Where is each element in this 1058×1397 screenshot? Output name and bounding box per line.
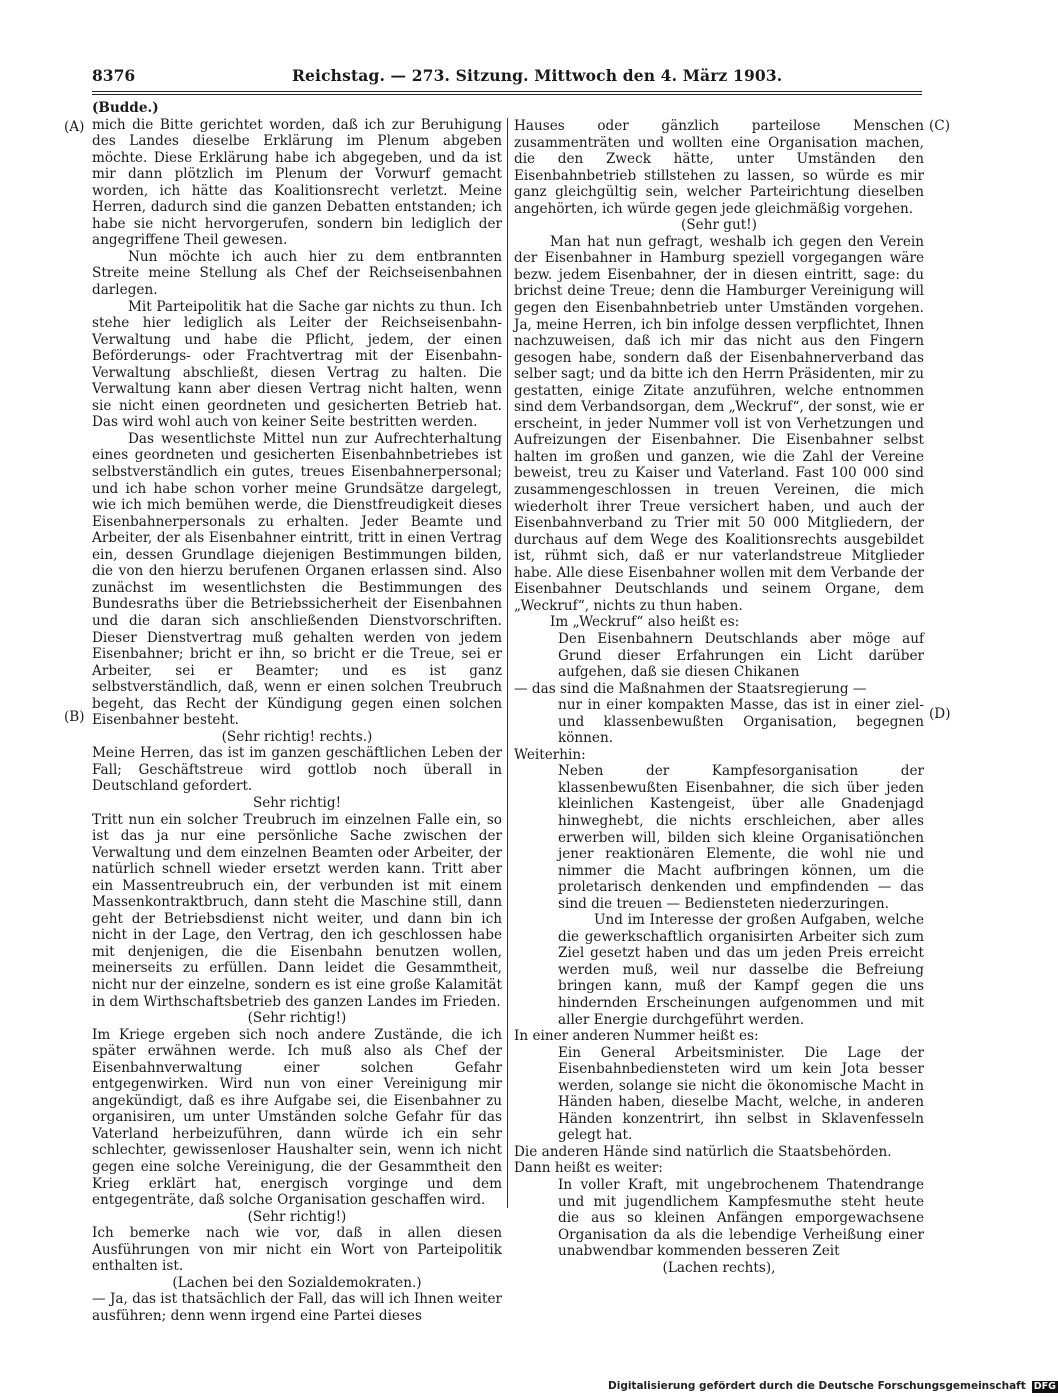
margin-mark-d: (D)	[929, 706, 951, 722]
speaker-name: (Budde.)	[92, 100, 159, 116]
paragraph: — das sind die Maßnahmen der Staatsregierung —	[514, 680, 867, 697]
paragraph: — Ja, das ist thatsächlich der Fall, das will ich Ihnen weiter ausführen; denn wenn irgend eine Partei dieses	[92, 1291, 502, 1324]
quotation: Ein General Arbeitsminister. Die Lage der Eisenbahnbediensteten wird um kein Jota besser werden, solange sie nicht die ökonomische Macht in Händen haben, dieselbe Macht, welche, in anderen Händen konzentrirt, ihn selbst in Sklavenfesseln gelegt hat.	[558, 1044, 924, 1144]
paragraph: Hauses oder gänzlich parteilose Menschen zusammenträten und wollten eine Organisation machen, die den Zweck hätte, unter Umständen den Eisenbahnbetrieb stillstehen zu lassen, so würde es mir ganz gleichgültig sein, welcher Parteirichtung dieselben angehörten, ich würde gegen jede gleichmäßig vorgehen.	[514, 118, 924, 217]
interjection: (Lachen bei den Sozialdemokraten.)	[172, 1274, 422, 1291]
digitization-credit	[608, 1380, 1056, 1394]
interjection: Sehr richtig!	[252, 794, 342, 811]
paragraph: Tritt nun ein solcher Treubruch im einzelnen Falle ein, so ist das ja nur eine persönliche Sache zwischen der Verwaltung und dem einzelnen Beamten oder Arbeiter, der natürlich schnell wieder ersetzt werden kann. Tritt aber ein Massentreubruch ein, der verbunden ist mit einem Massenkontraktbruch, dann steht die Maschine still, dann geht der Betriebsdienst nicht weiter, und dann bin ich nicht in der Lage, den Vertrag, den ich geschlossen habe mit denjenigen, die die Eisenbahn benutzen wollen, meinerseits zu erfüllen. Dann leidet die Gesammtheit, nicht nur der einzelne, sondern es ist eine große Kalamität in dem Wirthschaftsbetrieb des ganzen Landes im Frieden.	[92, 811, 502, 1010]
quotation: In voller Kraft, mit ungebrochenem Thatendrange und mit jugendlichem Kampfesmuthe steht heute die aus so kleinen Anfängen emporgewachsene Organisation da als die lebendige Verheißung einer unabwendbar kommenden besseren Zeit	[558, 1177, 924, 1260]
quotation: nur in einer kompakten Masse, das ist in einer ziel- und klassenbewußten Organisation, begegnen können.	[558, 697, 924, 747]
interjection: (Lachen rechts),	[662, 1259, 776, 1276]
interjection: (Sehr gut!)	[681, 217, 757, 234]
paragraph: Nun möchte ich auch hier zu dem entbrannten Streite meine Stellung als Chef der Reichseisenbahnen darlegen.	[92, 248, 502, 299]
page-header	[92, 66, 922, 90]
running-title: Reichstag. — 273. Sitzung. Mittwoch den 4. März 1903.	[292, 66, 783, 85]
paragraph: Weiterhin:	[514, 746, 586, 763]
margin-mark-a: (A)	[64, 119, 85, 135]
paragraph: Im „Weckruf“ also heißt es:	[550, 614, 740, 631]
interjection: (Sehr richtig!)	[247, 1208, 347, 1225]
interjection: (Sehr richtig! rechts.)	[221, 728, 373, 745]
quotation: Und im Interesse der großen Aufgaben, welche die gewerkschaftlich organisirten Arbeiter sich zum Ziel gesetzt haben und das um jeden Preis erreicht werden muß, weil nur dasselbe die Befreiung bringen kann, muß der Kampf gegen die uns hindernden Erscheinungen aufgenommen und mit aller Energie durchgeführt werden.	[558, 912, 924, 1028]
paragraph: Das wesentlichste Mittel nun zur Aufrechterhaltung eines geordneten und gesicherten Eisenbahnbetriebes ist selbstverständlich ein gutes, treues Eisenbahnerpersonal; und ich habe schon vorher meine Grundsätze dargelegt, wie ich mich bemühen werde, die Dienstfreudigkeit dieses Eisenbahnerpersonals zu erhalten. Jeder Beamte und Arbeiter, der als Eisenbahner eintritt, tritt in einen Vertrag ein, dessen Grundlage diejenigen Bestimmungen bilden, die von den hierzu berufenen Organen erlassen sind. Also zunächst im wesentlichsten die Bestimmungen des Bundesraths über die Betriebssicherheit der Eisenbahnen und die daran sich anschließenden Dienstvorschriften. Dieser Dienstvertrag muß gehalten werden von jedem Eisenbahner; bricht er ihn, so bricht er die Treue, sei er Arbeiter, sei er Beamter; und es ist ganz selbstverständlich, daß, wenn er einen solchen Treubruch begeht, das Recht der Kündigung gegen einen solchen Eisenbahner besteht.	[92, 430, 502, 729]
paragraph: Mit Parteipolitik hat die Sache gar nichts zu thun. Ich stehe hier lediglich als Leiter der Reichseisenbahn-Verwaltung und habe die Pflicht, jedem, der einen Beförderungs- oder Frachtvertrag mit der Eisenbahn-Verwaltung abschließt, diesen Vertrag zu halten. Die Verwaltung kann aber diesen Vertrag nicht halten, wenn sie nicht einen geordneten und gesicherten Betrieb hat. Das wird wohl auch von keiner Seite bestritten werden.	[92, 298, 502, 431]
left-column	[92, 100, 502, 1324]
paragraph: mich die Bitte gerichtet worden, daß ich zur Beruhigung des Landes dieselbe Erklärung im Plenum abgeben möchte. Diese Erklärung habe ich abgegeben, und da ist mir dann plötzlich im Plenum der Vorwurf gemacht worden, ich hätte das Koalitionsrecht verletzt. Meine Herren, dadurch sind die ganzen Debatten entstanden; ich habe sie nicht hervorgerufen, sondern bin lediglich der angegriffene Theil gewesen.	[92, 116, 502, 249]
header-rule-bottom	[92, 94, 922, 95]
paragraph: Im Kriege ergeben sich noch andere Zustände, die ich später erwähnen werde. Ich muß also als Chef der Eisenbahnverwaltung einer solchen Gefahr entgegenwirken. Wird nun von einer Vereinigung mir angekündigt, daß es ihre Aufgabe sei, die Eisenbahner zu organisiren, um unter Umständen solche Gefahr für das Vaterland herbeizuführen, dann würde ich ein sehr schlechter, gewissenloser Haushalter sein, wenn ich nicht gegen eine solche Vereinigung, die der Gesammtheit den Krieg erklärt hat, energisch vorginge und dem entgegenträte, daß solche Organisation geschaffen wird.	[92, 1026, 502, 1209]
quotation: Neben der Kampfesorganisation der klassenbewußten Eisenbahner, die sich über jeden kleinlichen Kastengeist, über alle Gnadenjagd hinweghebt, die nichts erschleichen, aber alles erwerben will, bilden sich kleine Organisatiönchen jener reaktionären Elemente, die wohl nie und nimmer die Macht aufbringen können, um die proletarisch denkenden und empfindenden — das sind die treuen — Bediensteten niederzuringen.	[558, 763, 924, 912]
quotation: Den Eisenbahnern Deutschlands aber möge auf Grund dieser Erfahrungen ein Licht darüber aufgehen, daß sie diesen Chikanen	[558, 630, 924, 681]
margin-mark-c: (C)	[929, 118, 951, 134]
header-rule-top	[92, 91, 922, 92]
margin-mark-b: (B)	[64, 709, 85, 725]
right-column	[514, 118, 924, 1276]
credit-text: Digitalisierung gefördert durch die Deutsche Forschungsgemeinschaft	[608, 1380, 1026, 1392]
dfg-logo: DFG	[1033, 1381, 1056, 1392]
paragraph: In einer anderen Nummer heißt es:	[514, 1028, 759, 1045]
interjection: (Sehr richtig!)	[247, 1010, 347, 1027]
page-number: 8376	[92, 66, 136, 85]
paragraph: Meine Herren, das ist im ganzen geschäftlichen Leben der Fall; Geschäftstreue wird gottlob noch überall in Deutschland gefordert.	[92, 745, 502, 795]
paragraph: Die anderen Hände sind natürlich die Staatsbehörden.	[514, 1143, 892, 1160]
paragraph: Ich bemerke nach wie vor, daß in allen diesen Ausführungen von mir nicht ein Wort von Parteipolitik enthalten ist.	[92, 1225, 502, 1275]
paragraph: Dann heißt es weiter:	[514, 1160, 663, 1177]
column-divider	[507, 118, 508, 1208]
paragraph: Man hat nun gefragt, weshalb ich gegen den Verein der Eisenbahner in Hamburg speziell vorgegangen wäre bezw. jedem Eisenbahner, der in diesen eintritt, sage: du brichst deine Treue; denn die Hamburger Vereinigung will gegen den Eisenbahnbetrieb unter Umständen vorgehen. Ja, meine Herren, ich bin infolge dessen verpflichtet, Ihnen nachzuweisen, daß ich mir das nicht aus den Fingern gesogen habe, sondern daß der Eisenbahnerverband das selber sagt; und da bitte ich den Herrn Präsidenten, mir zu gestatten, einige Zitate anzuführen, welche entnommen sind dem Verbandsorgan, dem „Weckruf“, der sonst, wie er erscheint, in jeder Nummer voll ist von Verhetzungen und Aufreizungen der Eisenbahner. Die Eisenbahner selbst halten im großen und ganzen, wie die Zahl der Vereine beweist, treu zu Kaiser und Vaterland. Fast 100 000 sind zusammengeschlossen in treuen Vereinen, die mich wiederholt ihrer Treue versichert haben, und auch der Eisenbahnverband zu Trier mit 50 000 Mitgliedern, der durchaus auf dem Wege des Koalitionsrechts ausgebildet ist, rühmt sich, daß er nur vaterlandstreue Mitglieder habe. Alle diese Eisenbahner wollen mit dem Verbande der Eisenbahner Deutschlands und seinem Organe, dem „Weckruf“, nichts zu thun haben.	[514, 233, 924, 614]
